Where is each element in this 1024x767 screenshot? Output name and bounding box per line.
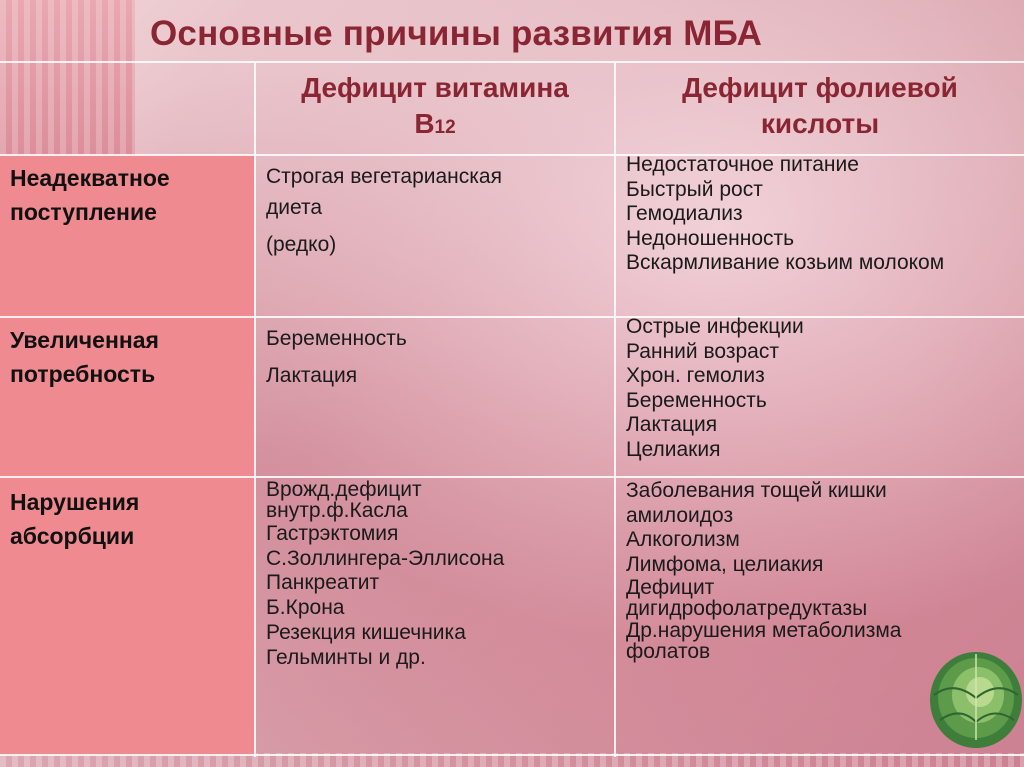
cell-absorption-folate: Заболевания тощей кишки амилоидоз Алкоголизм Лимфома, целиакия Дефицит дигидрофолатредуктазы Др.нарушения метаболизма фолатов (626, 479, 902, 663)
cell-intake-folate: Недостаточное питание Быстрый рост Гемодиализ Недоношенность Вскармливание козьим молоком (626, 153, 945, 275)
cell-absorption-b12: Врожд.дефицит внутр.ф.Касла Гастрэктомия С.Золлингера-Эллисона Панкреатит Б.Крона Резекция кишечника Гельминты и др. (266, 478, 505, 669)
grid-line (0, 316, 1024, 318)
cell-demand-folate: Острые инфекции Ранний возраст Хрон. гемолиз Беременность Лактация Целиакия (626, 315, 804, 461)
grid-line (0, 61, 1024, 63)
column-header-b12: Дефицит витамина В12 (301, 72, 569, 139)
row-label-intake: Неадекватное поступление (10, 165, 170, 225)
row-label-absorption: Нарушения абсорбции (10, 489, 140, 549)
grid-line (0, 476, 1024, 478)
row-label-demand: Увеличенная потребность (10, 327, 159, 387)
grid-line (254, 62, 256, 757)
grid-line (614, 62, 616, 757)
cell-demand-b12: Беременность Лактация (266, 327, 407, 387)
decorative-stripes (0, 0, 135, 160)
column-header-folate: Дефицит фолиевой кислоты (682, 72, 958, 139)
cell-intake-b12: Строгая вегетарианская диета (редко) (266, 165, 502, 256)
cabbage-icon (924, 640, 1024, 750)
slide-title: Основные причины развития МБА (150, 14, 763, 53)
grid-line (0, 754, 1024, 756)
